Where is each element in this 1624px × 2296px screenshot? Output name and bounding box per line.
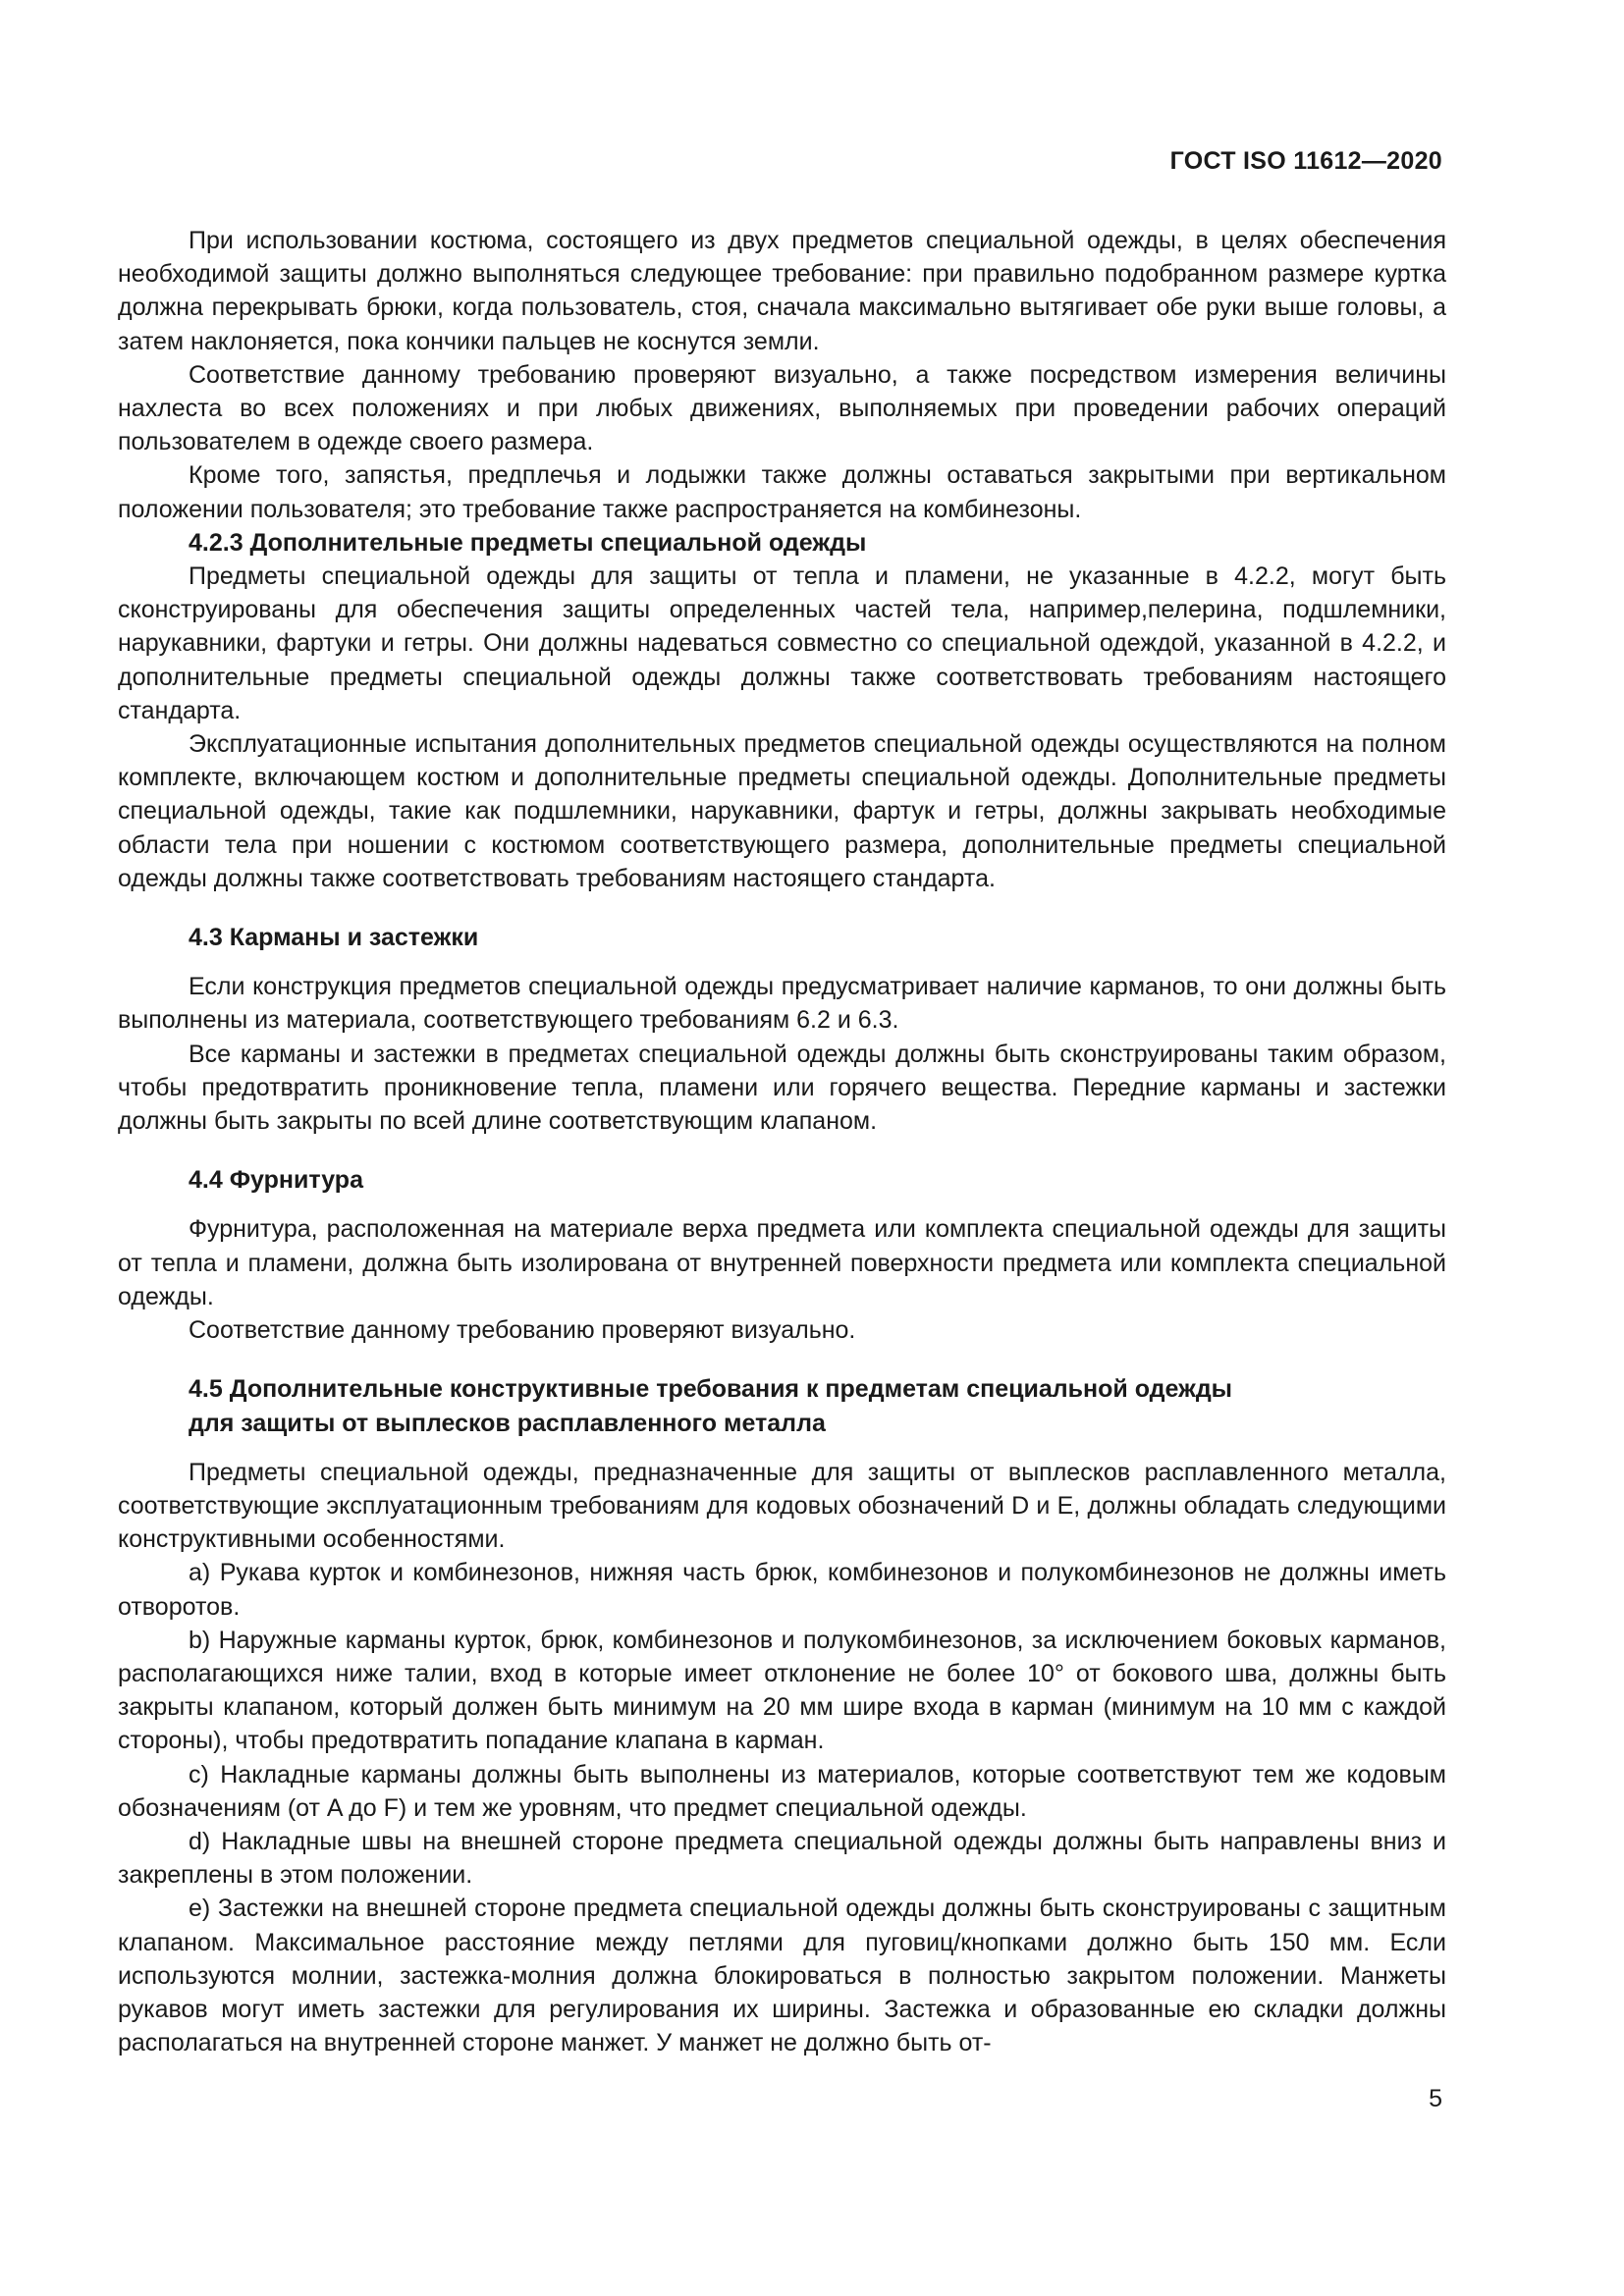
paragraph: Фурнитура, расположенная на материале верха предмета или комплекта специальной одежды для защиты от тепла и пламени, должна быть изолирована от внутренней поверхности предмета или комплекта специальной одежды.	[118, 1215, 1446, 1310]
section-heading-4-2-3: 4.2.3 Дополнительные предметы специальной одежды	[189, 528, 867, 557]
section-heading-4-5	[118, 1372, 1446, 1439]
paragraph: Соответствие данному требованию проверяют визуально.	[189, 1316, 856, 1345]
paragraph: При использовании костюма, состоящего из двух предметов специальной одежды, в целях обеспечения необходимой защиты должно выполняться следующее требование: при правильно подобранном размере куртка должна перекрывать брюки, когда пользователь, стоя, сначала максимально вытягивает обе руки выше головы, а затем наклоняется, пока кончики пальцев не коснутся земли.	[118, 227, 1446, 355]
paragraph: Кроме того, запястья, предплечья и лодыжки также должны оставаться закрытыми при вертикальном положении пользователя; это требование также распространяется на комбинезоны.	[118, 461, 1446, 523]
list-item: а) Рукава курток и комбинезонов, нижняя часть брюк, комбинезонов и полукомбинезонов не должны иметь отворотов.	[118, 1559, 1446, 1621]
list-item: b) Наружные карманы курток, брюк, комбинезонов и полукомбинезонов, за исключением боковых карманов, располагающихся ниже талии, вход в которые имеет отклонение не более 10° от бокового шва, должны быть закрыты клапаном, который должен быть минимум на 20 мм шире входа в карман (минимум на 10 мм с каждой стороны), чтобы предотвратить попадание клапана в карман.	[118, 1626, 1446, 1755]
list-item: е) Застежки на внешней стороне предмета специальной одежды должны быть сконструированы с защитным клапаном. Максимальное расстояние между петлями для пуговиц/кнопками должно быть 150 мм. Если используются молнии, застежка-молния должна блокироваться в полностью закрытом положении. Манжеты рукавов могут иметь застежки для регулирования их ширины. Застежка и образованные ею складки должны располагаться на внутренней стороне манжет. У манжет не должно быть от-	[118, 1895, 1446, 2057]
paragraph: Предметы специальной одежды, предназначенные для защиты от выплесков расплавленного металла, соответствующие эксплуатационным требованиям для кодовых обозначений D и E, должны обладать следующими конструктивными особенностями.	[118, 1458, 1446, 1554]
page-number: 5	[1429, 2085, 1442, 2112]
list-item: d) Накладные швы на внешней стороне предмета специальной одежды должны быть направлены вниз и закреплены в этом положении.	[118, 1827, 1446, 1890]
paragraph: Если конструкция предметов специальной одежды предусматривает наличие карманов, то они должны быть выполнены из материала, соответствующего требованиям 6.2 и 6.3.	[118, 973, 1446, 1035]
paragraph: Предметы специальной одежды для защиты от тепла и пламени, не указанные в 4.2.2, могут быть сконструированы для обеспечения защиты определенных частей тела, например,пелерина, подшлемники, нарукавники, фартуки и гетры. Они должны надеваться совместно со специальной одеждой, указанной в 4.2.2, и дополнительные предметы специальной одежды должны также соответствовать требованиям настоящего стандарта.	[118, 562, 1446, 724]
paragraph: Соответствие данному требованию проверяют визуально, а также посредством измерения величины нахлеста во всех положениях и при любых движениях, выполняемых при проведении рабочих операций пользователем в одежде своего размера.	[118, 360, 1446, 456]
standard-code: ГОСТ ISO 11612—2020	[1169, 147, 1442, 175]
section-heading-4-4: 4.4 Фурнитура	[189, 1166, 363, 1195]
section-heading-4-3: 4.3 Карманы и застежки	[189, 924, 479, 952]
section-heading-line: 4.5 Дополнительные конструктивные требования к предметам специальной одежды	[189, 1375, 1233, 1404]
list-item: c) Накладные карманы должны быть выполнены из материалов, которые соответствуют тем же кодовым обозначениям (от A до F) и тем же уровням, что предмет специальной одежды.	[118, 1760, 1446, 1822]
section-heading-line: для защиты от выплесков расплавленного металла	[189, 1409, 826, 1437]
document-body	[118, 224, 1446, 2059]
paragraph: Эксплуатационные испытания дополнительных предметов специальной одежды осуществляются на полном комплекте, включающем костюм и дополнительные предметы специальной одежды. Дополнительные предметы специальной одежды, такие как подшлемники, нарукавники, фартук и гетры, должны закрывать необходимые области тела при ношении с костюмом соответствующего размера, дополнительные предметы специальной одежды должны также соответствовать требованиям настоящего стандарта.	[118, 730, 1446, 892]
paragraph: Все карманы и застежки в предметах специальной одежды должны быть сконструированы таким образом, чтобы предотвратить проникновение тепла, пламени или горячего вещества. Передние карманы и застежки должны быть закрыты по всей длине соответствующим клапаном.	[118, 1040, 1446, 1136]
